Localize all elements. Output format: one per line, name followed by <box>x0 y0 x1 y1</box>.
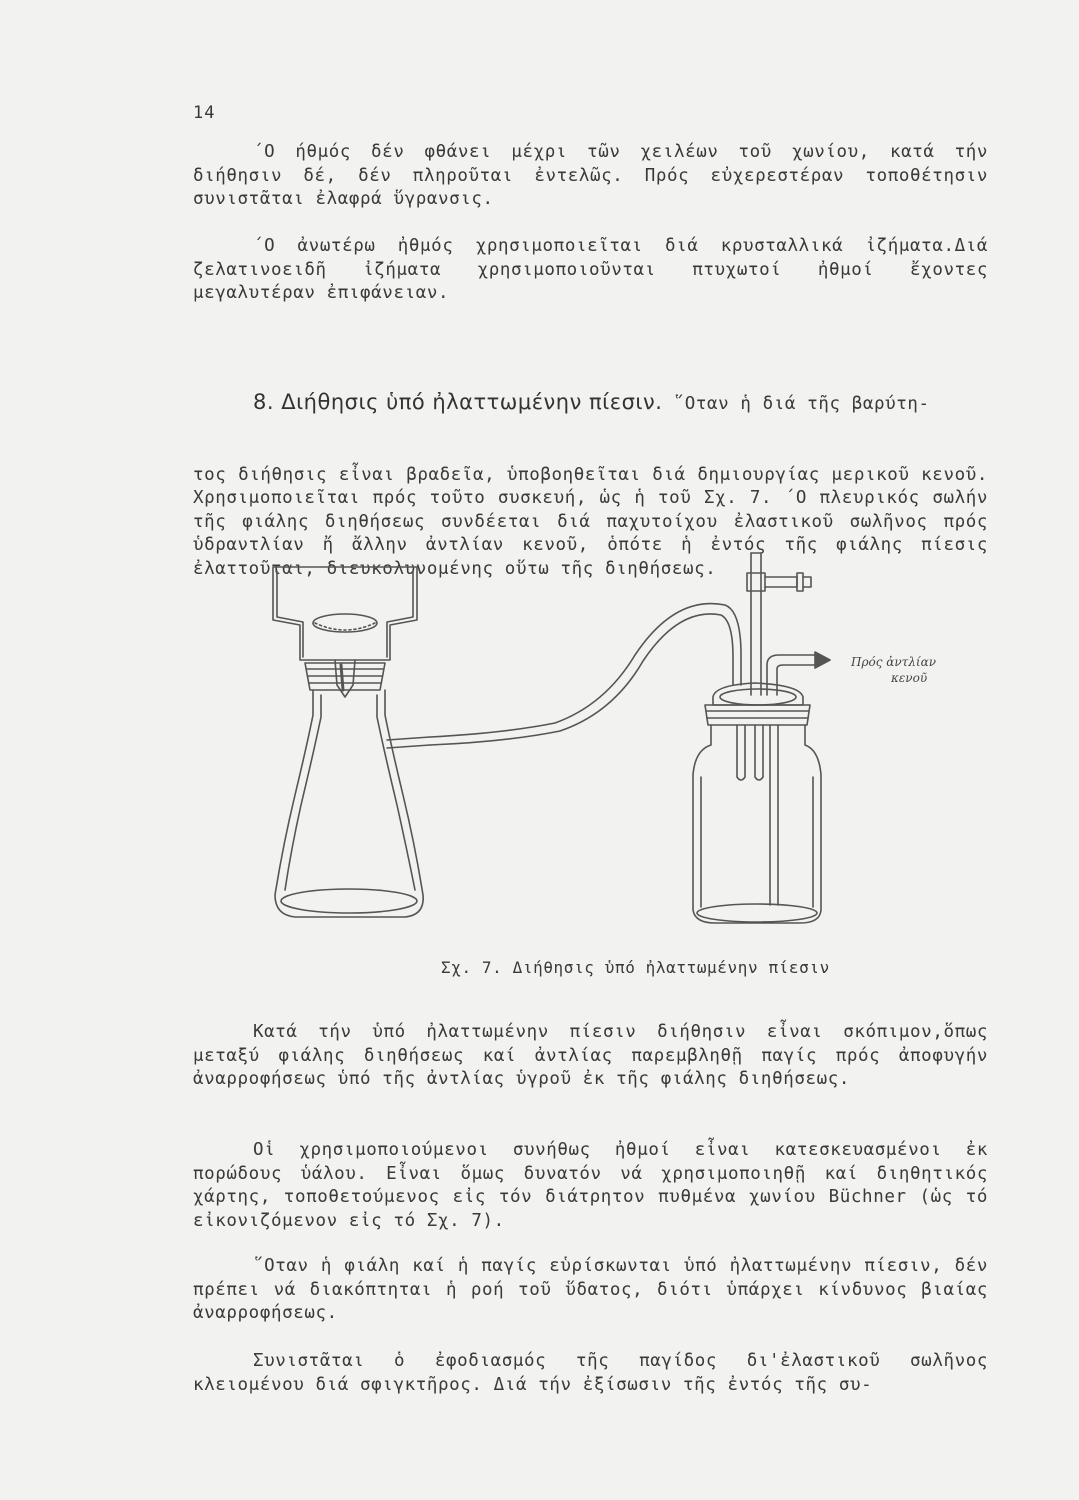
paragraph-trap: Κατά τήν ὑπό ἠλαττωμένην πίεσιν διήθησιν εἶναι σκόπιμον,ὅπως μεταξύ φιάλης διηθήσεως καί ἀντλίας παρεμβληθῇ παγίς πρός ἀποφυγήν ἀναρροφήσεως ὑπό τῆς ἀντλίας ὑγροῦ ἐκ τῆς φιάλης διηθήσεως. <box>193 1022 1000 1089</box>
paragraph-funnel-filter: ΄Ο ήθμός δέν φθάνει μέχρι τῶν χειλέων τοῦ χωνίου, κατά τήν διήθησιν δέ, δέν πληροῦται ἐντελῶς. Πρός εὐχερεστέραν τοποθέτησιν συνιστᾶται ἐλαφρά ὕγρανσις. <box>193 142 1000 209</box>
section-body-text: τος διήθησις εἶναι βραδεῖα, ὑποβοηθεῖται διά δημιουργίας μερικοῦ κενοῦ. Χρησιμοποιεῖται πρός τοῦτο συσκευή, ὡς ἡ τοῦ Σχ. 7. ΄Ο πλευρικός σωλήν τῆς φιάλης διηθήσεως συνδέεται διά παχυτοίχου ἐλαστικοῦ σωλῆνος πρός ὑδραντλίαν ἤ ἄλλην ἀντλίαν κενοῦ, ὁπότε ἡ ἐντός τῆς φιάλης πίεσις ἐλαττοῦται, διευκολυνομένης οὕτω τῆς διηθήσεως. <box>193 464 1000 579</box>
section-text-first-line: ῞Οταν ἡ διά τῆς βαρύτη- <box>662 394 930 414</box>
rubber-stopper <box>305 663 385 690</box>
paragraph-filter-types: ΄Ο ἀνωτέρω ἠθμός χρησιμοποιεῖται διά κρυσταλλικά ἰζήματα.Διά ζελατινοειδῆ ἰζήματα χρησιμοποιοῦνται πτυχωτοί ἠθμοί ἔχοντες μεγαλυτέραν ἐπιφάνειαν. <box>193 236 1000 303</box>
buchner-funnel <box>273 567 417 697</box>
stopcock-tube <box>747 553 811 695</box>
trap-bottle <box>693 683 821 923</box>
section-heading-line <box>193 391 988 417</box>
figure-caption: Σχ. 7. Διήθησις ὑπό ἠλαττωμένην πίεσιν <box>441 958 830 977</box>
paragraph-filters: Οἱ χρησιμοποιούμενοι συνήθως ἠθμοί εἶναι κατεσκευασμένοι ἐκ πορώδους ὑάλου. Εἶναι ὅμως δυνατόν νά χρησιμοποιηθῇ καί διηθητικός χάρτης, τοποθετούμενος εἰς τόν διάτρητον πυθμένα χωνίου Büchner (ὡς τό εἰκονιζόμενον εἰς τό Σχ. 7). <box>193 1140 1000 1231</box>
page-number: 14 <box>193 103 216 123</box>
section-heading: 8. Διήθησις ὑπό ἠλαττωμένην πίεσιν. <box>253 390 663 414</box>
rubber-tube <box>430 604 741 745</box>
figure-7 <box>255 545 995 945</box>
pump-label-vacuum: κενοῦ <box>891 671 928 685</box>
pump-label: Πρός ἀντλίαν <box>851 655 937 669</box>
paragraph-clamp: Συνιστᾶται ὁ ἐφοδιασμός τῆς παγίδος δι'ἐλαστικοῦ σωλῆνος κλειομένου διά σφιγκτῆρος. Διά τήν ἐξίσωσιν τῆς ἐντός τῆς συ- <box>193 1351 1000 1395</box>
outlet-tube <box>767 652 830 695</box>
filter-flask <box>275 690 430 917</box>
paragraph-water-flow: ῞Οταν ἡ φιάλη καί ἡ παγίς εὑρίσκωνται ὑπό ἠλαττωμένην πίεσιν, δέν πρέπει νά διακόπτηται ἡ ροή τοῦ ὕδατος, διότι ὑπάρχει κίνδυνος βιαίας ἀναρροφήσεως. <box>193 1256 1000 1323</box>
vacuum-filtration-diagram <box>255 545 995 945</box>
